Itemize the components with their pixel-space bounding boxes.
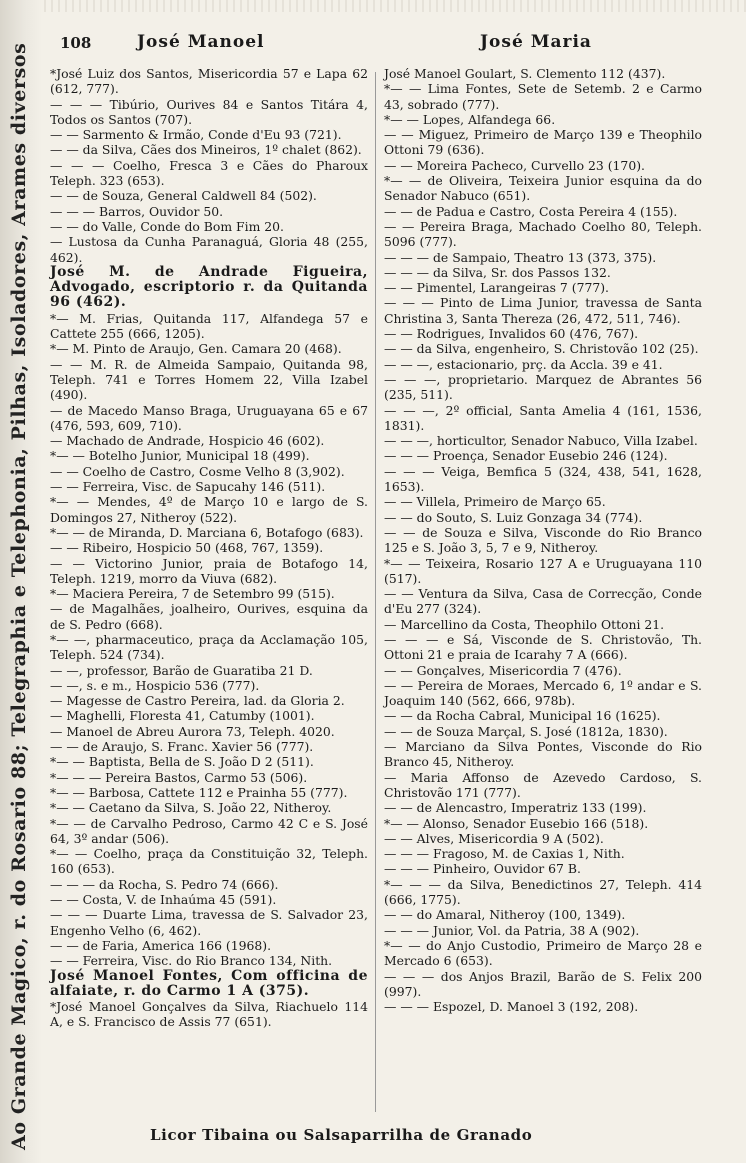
directory-entry: *— — Lima Fontes, Sete de Setemb. 2 e Carmo 43, sobrado (777). xyxy=(384,81,702,112)
directory-entry: — Maria Affonso de Azevedo Cardoso, S. Christovão 171 (777). xyxy=(384,769,702,800)
directory-entry: *— — Botelho Junior, Municipal 18 (499). xyxy=(50,448,310,464)
directory-entry: *— — Barbosa, Cattete 112 e Prainha 55 (777). xyxy=(50,784,348,800)
directory-entry: *— — de Oliveira, Teixeira Junior esquina da do Senador Nabuco (651). xyxy=(384,173,702,204)
directory-entry: — de Macedo Manso Braga, Uruguayana 65 e 67 (476, 593, 609, 710). xyxy=(50,402,368,433)
directory-entry: — — Rodrigues, Invalidos 60 (476, 767). xyxy=(384,326,639,342)
directory-entry: — — Ribeiro, Hospicio 50 (468, 767, 1359). xyxy=(50,540,324,556)
directory-entry: — — Gonçalves, Misericordia 7 (476). xyxy=(384,662,622,678)
directory-entry: — — — Fragoso, M. de Caxias 1, Nith. xyxy=(384,846,625,862)
directory-entry: — Manoel de Abreu Aurora 73, Teleph. 4020. xyxy=(50,723,335,739)
directory-entry: *— — Alonso, Senador Eusebio 166 (518). xyxy=(384,815,649,831)
directory-entry: *— M. Frias, Quitanda 117, Alfandega 57 e Cattete 255 (666, 1205). xyxy=(50,310,368,342)
directory-entry: — — — Coelho, Fresca 3 e Cães do Pharoux Teleph. 323 (653). xyxy=(50,157,368,189)
directory-entry: — — do Souto, S. Luiz Gonzaga 34 (774). xyxy=(384,509,643,525)
directory-entry: *— — de Carvalho Pedroso, Carmo 42 C e S. José 64, 3º andar (506). xyxy=(50,815,368,846)
directory-entry: *— — Caetano da Silva, S. João 22, Nitheroy. xyxy=(50,800,332,816)
directory-entry: — — de Faria, America 166 (1968). xyxy=(50,937,272,953)
sidebar-advertisement-text: Ao Grande Magico, r. do Rosario 88; Telegraphia e Telephonia, Pilhas, Isoladores, Arames diversos xyxy=(8,42,30,1150)
directory-entry: — — do Valle, Conde do Bom Fim 20. xyxy=(50,218,284,234)
directory-entry: José Manoel Fontes, Com officina de alfaiate, r. do Carmo 1 A (375). xyxy=(50,967,368,999)
directory-entry: — — — Tibúrio, Ourives 84 e Santos Titára 4, Todos os Santos (707). xyxy=(50,96,368,127)
directory-entry: — — Alves, Misericordia 9 A (502). xyxy=(384,830,604,846)
directory-entry: — — Ventura da Silva, Casa de Correcção, Conde d'Eu 277 (324). xyxy=(384,586,702,617)
directory-entry: — — Coelho de Castro, Cosme Velho 8 (3,902). xyxy=(50,463,345,479)
directory-entry: *— —, pharmaceutico, praça da Acclamação 105, Teleph. 524 (734). xyxy=(50,631,368,663)
left-column xyxy=(50,66,368,1030)
directory-entry: — — — Pinheiro, Ouvidor 67 B. xyxy=(384,861,581,877)
directory-entry: *José Luiz dos Santos, Misericordia 57 e Lapa 62 (612, 777). xyxy=(50,66,368,97)
directory-entry: — — — Pinto de Lima Junior, travessa de Santa Christina 3, Santa Thereza (26, 472, 511, 746). xyxy=(384,295,702,326)
directory-entry: — — da Rocha Cabral, Municipal 16 (1625). xyxy=(384,708,661,724)
directory-entry: — — Ferreira, Visc. do Rio Branco 134, Nith. xyxy=(50,953,333,969)
directory-entry: — — Miguez, Primeiro de Março 139 e Theophilo Ottoni 79 (636). xyxy=(384,127,702,158)
sidebar-advertisement xyxy=(0,0,42,1163)
directory-entry: — — Costa, V. de Inhaúma 45 (591). xyxy=(50,892,277,908)
directory-entry: — — Ferreira, Visc. de Sapucahy 146 (511). xyxy=(50,479,326,495)
directory-entry: — — de Padua e Castro, Costa Pereira 4 (155). xyxy=(384,203,678,219)
directory-entry: — — —, estacionario, prç. da Accla. 39 e 41. xyxy=(384,356,663,372)
directory-entry: — — de Araujo, S. Franc. Xavier 56 (777). xyxy=(50,739,314,755)
column-divider xyxy=(375,72,376,1112)
page-footer-advert: Licor Tibaina ou Salsaparrilha de Granado xyxy=(150,1126,533,1144)
directory-entry: — — — Espozel, D. Manoel 3 (192, 208). xyxy=(384,999,639,1015)
directory-entry: — — de Souza e Silva, Visconde do Rio Branco 125 e S. João 3, 5, 7 e 9, Nitheroy. xyxy=(384,524,702,556)
directory-entry: — — — Duarte Lima, travessa de S. Salvador 23, Engenho Velho (6, 462). xyxy=(50,907,368,938)
left-running-head: José Manoel xyxy=(137,32,265,52)
directory-entry: — — do Amaral, Nitheroy (100, 1349). xyxy=(384,907,626,923)
page-number: 108 xyxy=(60,34,92,52)
directory-entry: — Marcellino da Costa, Theophilo Ottoni 21. xyxy=(384,616,665,632)
directory-entry: — de Magalhães, joalheiro, Ourives, esquina da de S. Pedro (668). xyxy=(50,601,368,632)
directory-entry: — — — Veiga, Bemfica 5 (324, 438, 541, 1628, 1653). xyxy=(384,463,702,495)
page-header xyxy=(52,30,732,54)
directory-entry: — — Pimentel, Larangeiras 7 (777). xyxy=(384,280,609,296)
directory-entry: — — Victorino Junior, praia de Botafogo 14, Teleph. 1219, morro da Viuva (682). xyxy=(50,555,368,586)
directory-entry: *— — Baptista, Bella de S. João D 2 (511). xyxy=(50,754,314,770)
directory-entry: — — da Silva, Cães dos Mineiros, 1º chalet (862). xyxy=(50,142,362,158)
directory-entry: *— — Mendes, 4º de Março 10 e largo de S. Domingos 27, Nitheroy (522). xyxy=(50,494,368,525)
directory-entry: — — —, horticultor, Senador Nabuco, Villa Izabel. xyxy=(384,433,698,449)
directory-entry: José M. de Andrade Figueira, Advogado, escriptorio r. da Quitanda 96 (462). xyxy=(50,263,368,311)
directory-entry: — Magesse de Castro Pereira, lad. da Gloria 2. xyxy=(50,693,345,709)
directory-entry: — — Pereira de Moraes, Mercado 6, 1º andar e S. Joaquim 140 (562, 666, 978b). xyxy=(384,677,702,709)
directory-entry: — — — da Rocha, S. Pedro 74 (666). xyxy=(50,876,279,892)
directory-entry: — Maghelli, Floresta 41, Catumby (1001). xyxy=(50,708,315,724)
directory-entry: *— — do Anjo Custodio, Primeiro de Março 28 e Mercado 6 (653). xyxy=(384,937,702,969)
directory-entry: — —, professor, Barão de Guaratiba 21 D. xyxy=(50,662,313,678)
directory-entry: — — —, 2º official, Santa Amelia 4 (161, 1536, 1831). xyxy=(384,402,702,433)
directory-entry: *— — Lopes, Alfandega 66. xyxy=(384,111,556,127)
directory-entry: — — — e Sá, Visconde de S. Christovão, Th. Ottoni 21 e praia de Icarahy 7 A (666). xyxy=(384,631,702,663)
directory-entry: — Marciano da Silva Pontes, Visconde do Rio Branco 45, Nitheroy. xyxy=(384,739,702,770)
directory-entry: — — de Souza Marçal, S. José (1812a, 1830). xyxy=(384,723,668,739)
directory-entry: — — de Souza, General Caldwell 84 (502). xyxy=(50,188,317,204)
directory-entry: — — M. R. de Almeida Sampaio, Quitanda 98, Teleph. 741 e Torres Homem 22, Villa Izabel (490). xyxy=(50,356,368,403)
directory-entry: — Machado de Andrade, Hospicio 46 (602). xyxy=(50,433,325,449)
directory-entry: *— — Teixeira, Rosario 127 A e Uruguayana 110 (517). xyxy=(384,555,702,586)
directory-entry: — — Sarmento & Irmão, Conde d'Eu 93 (721). xyxy=(50,127,342,143)
directory-entry: *— — de Miranda, D. Marciana 6, Botafogo (683). xyxy=(50,524,364,540)
directory-entry: *— — — Pereira Bastos, Carmo 53 (506). xyxy=(50,769,308,785)
directory-entry: José Manoel Goulart, S. Clemento 112 (437). xyxy=(384,66,666,81)
directory-entry: — — Moreira Pacheco, Curvello 23 (170). xyxy=(384,157,645,173)
directory-entry: — — — dos Anjos Brazil, Barão de S. Felix 200 (997). xyxy=(384,968,702,999)
directory-entry: — — — Junior, Vol. da Patria, 38 A (902). xyxy=(384,922,640,938)
directory-entry: — — Villela, Primeiro de Março 65. xyxy=(384,494,606,510)
directory-entry: *— — Coelho, praça da Constituição 32, Teleph. 160 (653). xyxy=(50,846,368,877)
directory-entry: — — — de Sampaio, Theatro 13 (373, 375). xyxy=(384,249,657,265)
directory-entry: — — de Alencastro, Imperatriz 133 (199). xyxy=(384,800,647,816)
directory-entry: *— Maciera Pereira, 7 de Setembro 99 (515). xyxy=(50,586,335,602)
directory-entry: — — da Silva, engenheiro, S. Christovão 102 (25). xyxy=(384,341,699,357)
directory-entry: — — — Proença, Senador Eusebio 246 (124). xyxy=(384,448,668,464)
directory-entry: *— — — da Silva, Benedictinos 27, Teleph. 414 (666, 1775). xyxy=(384,876,702,908)
directory-entry: *José Manoel Gonçalves da Silva, Riachuelo 114 A, e S. Francisco de Assis 77 (651). xyxy=(50,999,368,1030)
directory-entry: — — —, proprietario. Marquez de Abrantes 56 (235, 511). xyxy=(384,371,702,403)
directory-entry: — — — Barros, Ouvidor 50. xyxy=(50,203,224,219)
directory-entry: — — — da Silva, Sr. dos Passos 132. xyxy=(384,264,611,280)
top-edge-noise xyxy=(44,0,746,12)
directory-entry: — —, s. e m., Hospicio 536 (777). xyxy=(50,677,260,693)
right-column xyxy=(384,66,702,1014)
directory-entry: — Lustosa da Cunha Paranaguá, Gloria 48 (255, 462). xyxy=(50,234,368,265)
right-running-head: José Maria xyxy=(480,32,592,52)
directory-entry: *— M. Pinto de Araujo, Gen. Camara 20 (468). xyxy=(50,341,342,357)
directory-entry: — — Pereira Braga, Machado Coelho 80, Teleph. 5096 (777). xyxy=(384,218,702,250)
